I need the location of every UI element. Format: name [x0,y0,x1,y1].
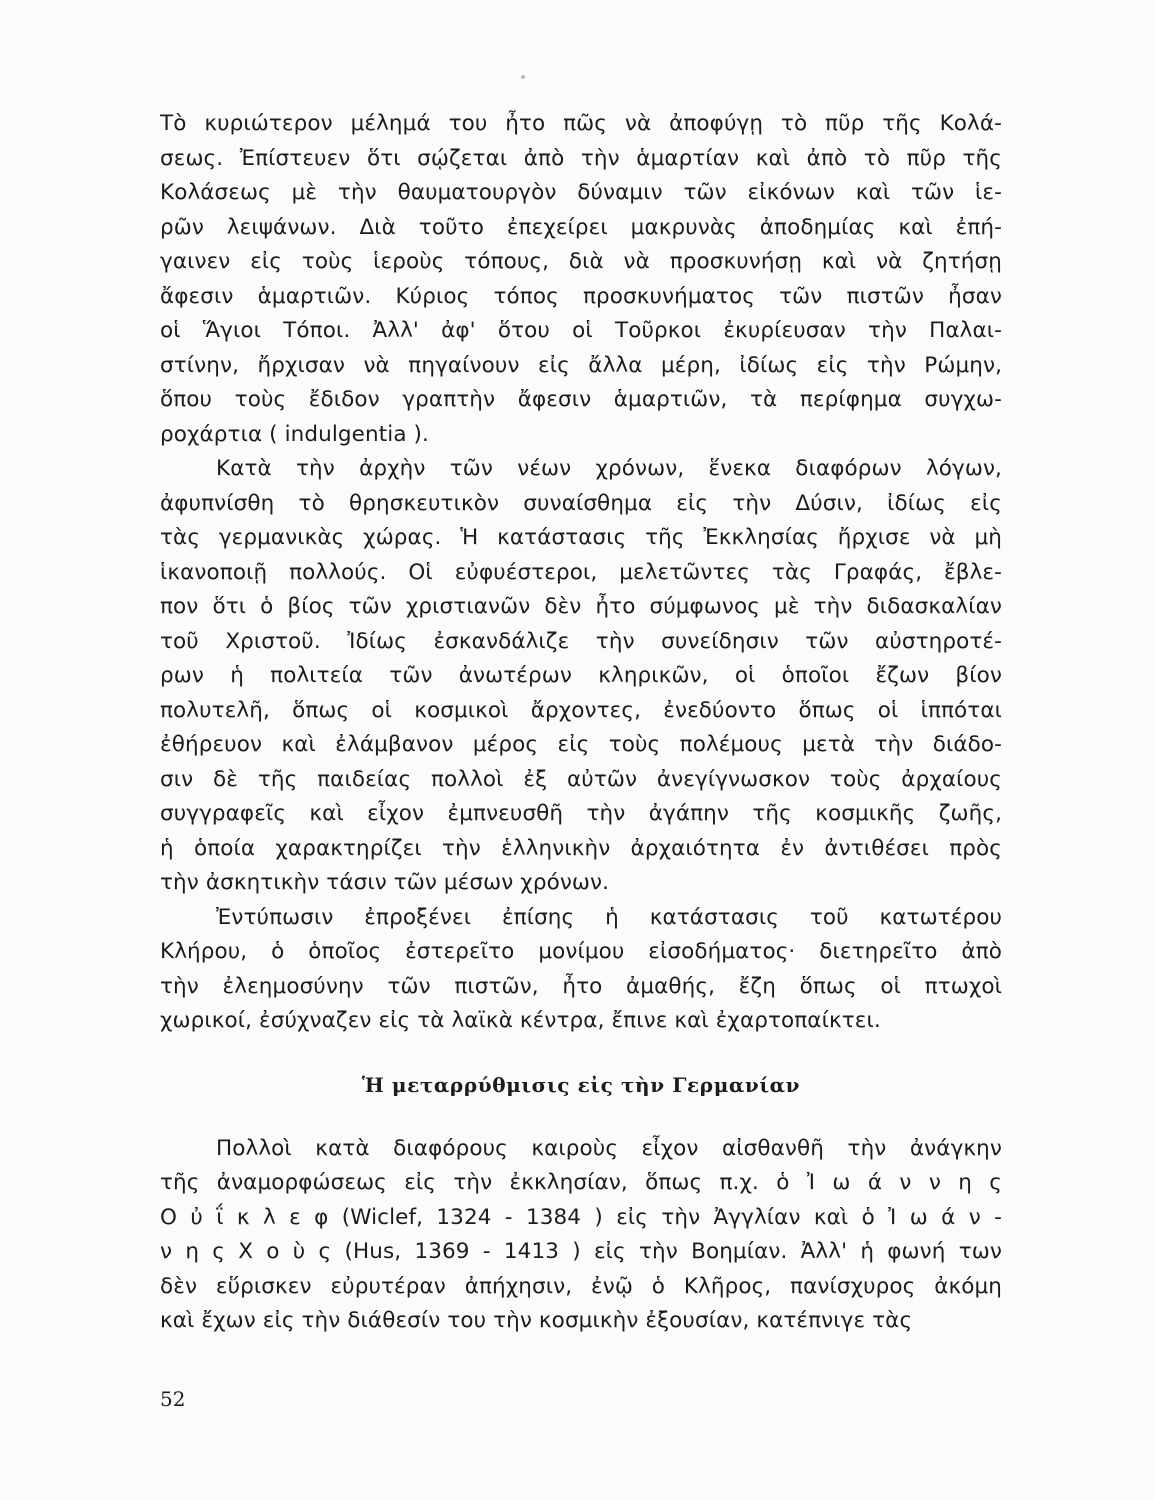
text-line: Τὸ κυριώτερον μέλημά του ἦτο πῶς νὰ ἀποφύγῃ τὸ πῦρ τῆς Κολά- [160,111,1002,136]
text-line: Ο ὐ ΐ κ λ ε φ (Wiclef, 1324 - 1384 ) εἰς τὴν Ἀγγλίαν καὶ ὁ Ἰ ω ά ν - [160,1204,1002,1230]
text-line: Πολλοὶ κατὰ διαφόρους καιροὺς εἶχον αἰσθανθῆ τὴν ἀνάγκην [216,1135,1002,1161]
text-line: ἱκανοποιῇ πολλούς. Οἱ εὐφυέστεροι, μελετῶντες τὰς Γραφάς, ἔβλε- [160,559,1002,585]
text-line: τὴν ἐλεημοσύνην τῶν πιστῶν, ἦτο ἀμαθής, ἔζη ὅπως οἱ πτωχοὶ [160,973,1002,999]
text-line: τὰς γερμανικὰς χώρας. Ἡ κατάστασις τῆς Ἐκκλησίας ἤρχισε νὰ μὴ [160,525,1002,550]
section-heading: Ἡ μεταρρύθμισις εἰς τὴν Γερμανίαν [361,1072,801,1097]
text-line: σιν δὲ τῆς παιδείας πολλοὶ ἐξ αὐτῶν ἀνεγίγνωσκον τοὺς ἀρχαίους [160,766,1002,792]
text-line: σεως. Ἐπίστευεν ὅτι σῴζεται ἀπὸ τὴν ἁμαρτίαν καὶ ἀπὸ τὸ πῦρ τῆς [160,145,1002,171]
text-line: ν η ς Χ ο ὺ ς (Hus, 1369 - 1413 ) εἰς τὴν Βοημίαν. Ἀλλ' ἡ φωνή των [160,1239,1002,1265]
text-line: οἱ Ἅγιοι Τόποι. Ἀλλ' ἀφ' ὅτου οἱ Τοῦρκοι ἐκυρίευσαν τὴν Παλαι- [160,318,1002,343]
text-line: ροχάρτια ( indulgentia ). [160,421,429,447]
text-line: τῆς ἀναμορφώσεως εἰς τὴν ἐκκλησίαν, ὅπως π.χ. ὁ Ἰ ω ά ν ν η ς [160,1170,1002,1196]
text-line: τὴν ἀσκητικὴν τάσιν τῶν μέσων χρόνων. [160,870,610,895]
text-line: γαινεν εἰς τοὺς ἱεροὺς τόπους, διὰ νὰ προσκυνήσῃ καὶ νὰ ζητήσῃ [160,249,1002,274]
text-line: καὶ ἔχων εἰς τὴν διάθεσίν του τὴν κοσμικὴν ἐξουσίαν, κατέπνιγε τὰς [160,1308,913,1334]
text-line: Κολάσεως μὲ τὴν θαυματουργὸν δύναμιν τῶν εἰκόνων καὶ τῶν ἱε- [160,180,1002,205]
text-line: δὲν εὕρισκεν εὐρυτέραν ἀπήχησιν, ἐνῷ ὁ Κλῆρος, πανίσχυρος ἀκόμη [160,1273,1002,1299]
text-line: ὅπου τοὺς ἔδιδον γραπτὴν ἄφεσιν ἁμαρτιῶν, τὰ περίφημα συγχω- [160,387,1002,412]
scan-speck [521,75,525,79]
text-line: στίνην, ἤρχισαν νὰ πηγαίνουν εἰς ἄλλα μέρη, ἰδίως εἰς τὴν Ρώμην, [160,352,1002,378]
text-line: ρων ἡ πολιτεία τῶν ἀνωτέρων κληρικῶν, οἱ ὁποῖοι ἔζων βίον [160,663,1002,688]
text-line: Κλήρου, ὁ ὁποῖος ἐστερεῖτο μονίμου εἰσοδήματος· διετηρεῖτο ἀπὸ [160,939,1002,964]
text-line: ἡ ὁποία χαρακτηρίζει τὴν ἑλληνικὴν ἀρχαιότητα ἐν ἀντιθέσει πρὸς [160,835,1002,861]
text-line: ἐθήρευον καὶ ἐλάμβανον μέρος εἰς τοὺς πολέμους μετὰ τὴν διάδο- [160,732,1002,757]
text-line: Ἐντύπωσιν ἐπροξένει ἐπίσης ἡ κατάστασις τοῦ κατωτέρου [216,904,1002,930]
text-line: πολυτελῆ, ὅπως οἱ κοσμικοὶ ἄρχοντες, ἐνεδύοντο ὅπως οἱ ἱππόται [160,697,1002,723]
text-line: τοῦ Χριστοῦ. Ἰδίως ἐσκανδάλιζε τὴν συνείδησιν τῶν αὐστηροτέ- [160,628,1002,654]
text-line: συγγραφεῖς καὶ εἶχον ἐμπνευσθῆ τὴν ἀγάπην τῆς κοσμικῆς ζωῆς, [160,801,1002,826]
text-line: πον ὅτι ὁ βίος τῶν χριστιανῶν δὲν ἦτο σύμφωνος μὲ τὴν διδασκαλίαν [160,594,1002,619]
text-line: ρῶν λειψάνων. Διὰ τοῦτο ἐπεχείρει μακρυνὰς ἀποδημίας καὶ ἐπή- [160,214,1002,240]
text-line: ἀφυπνίσθη τὸ θρησκευτικὸν συναίσθημα εἰς τὴν Δύσιν, ἰδίως εἰς [160,490,1002,516]
text-line: Κατὰ τὴν ἀρχὴν τῶν νέων χρόνων, ἕνεκα διαφόρων λόγων, [216,456,1002,481]
text-line: ἄφεσιν ἁμαρτιῶν. Κύριος τόπος προσκυνήματος τῶν πιστῶν ἦσαν [160,283,1002,309]
page-number: 52 [160,1387,186,1411]
text-line: χωρικοί, ἐσύχναζεν εἰς τὰ λαϊκὰ κέντρα, ἔπινε καὶ ἐχαρτοπαίκτει. [160,1008,881,1033]
